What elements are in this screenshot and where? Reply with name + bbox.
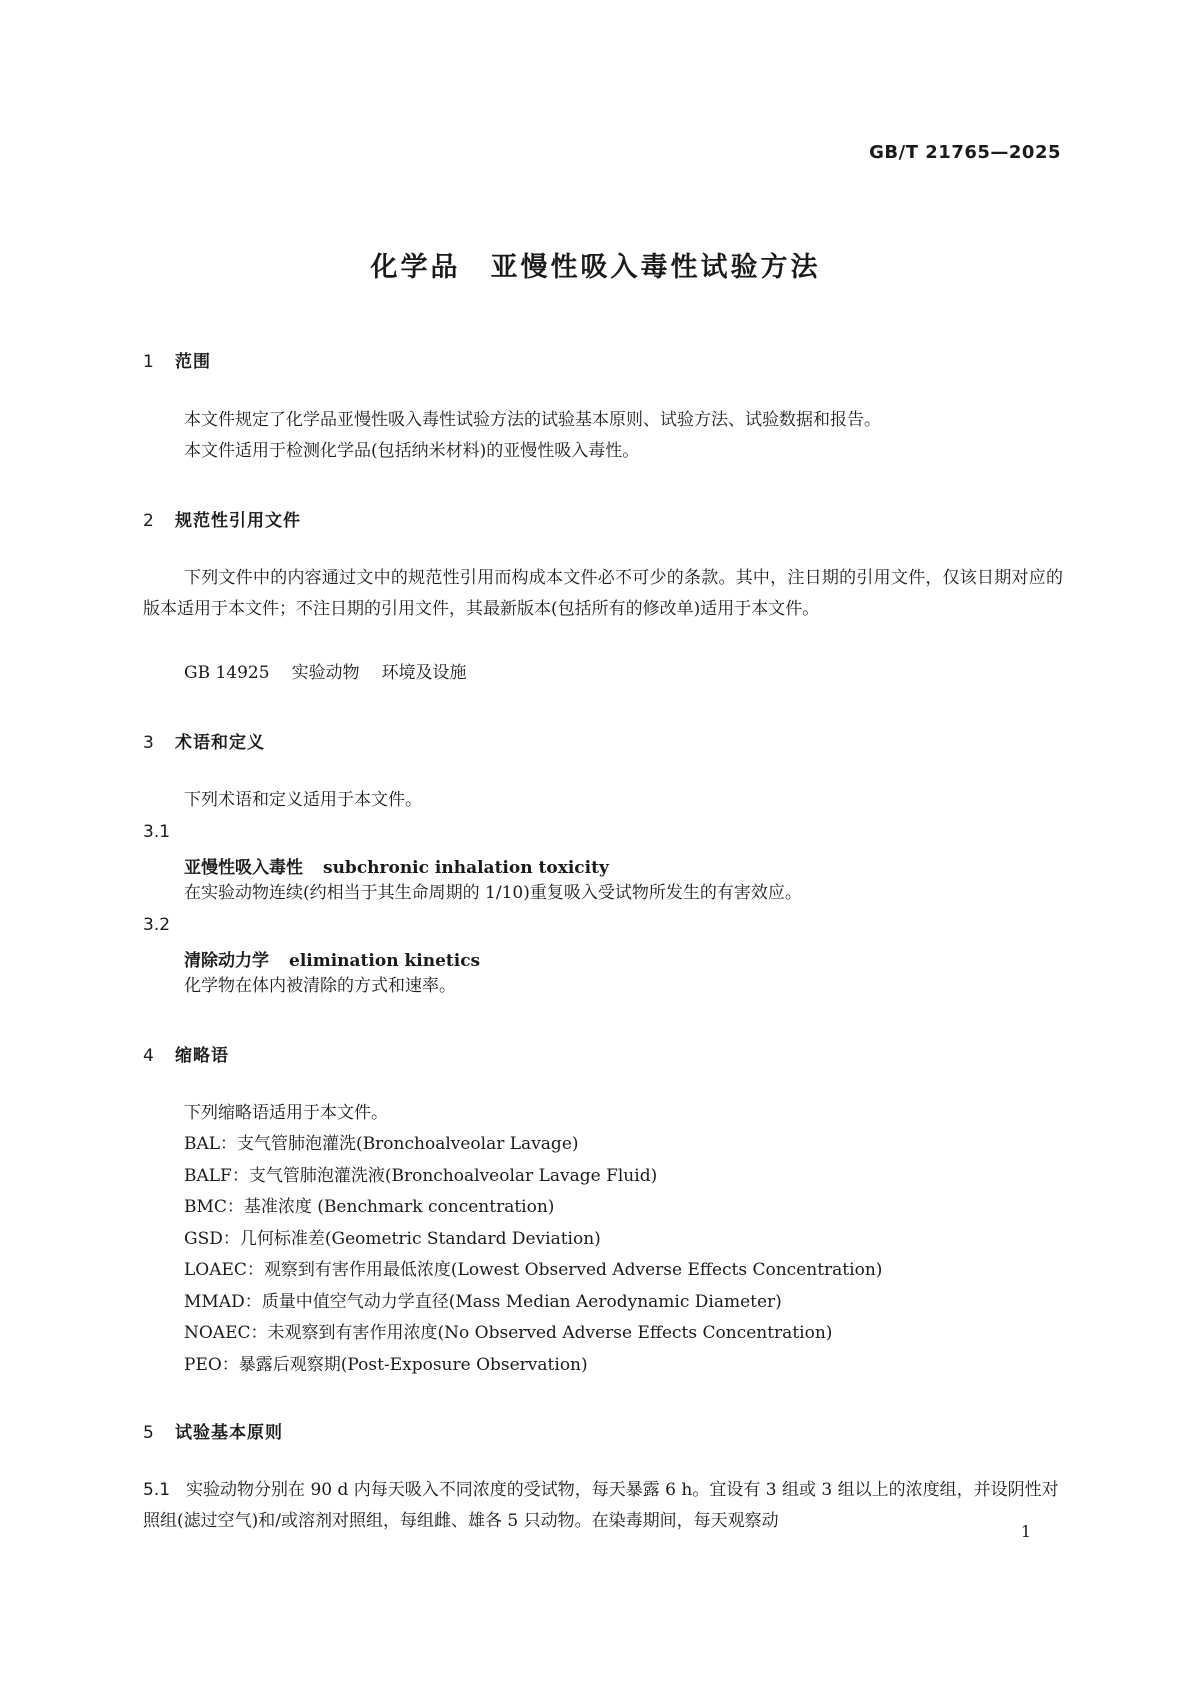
abbreviation-item: BAL：支气管肺泡灌洗(Bronchoalveolar Lavage) bbox=[184, 1134, 579, 1154]
reference-code: GB 14925 bbox=[184, 663, 270, 683]
document-title: 化学品 亚慢性吸入毒性试验方法 bbox=[370, 252, 821, 283]
section-title: 范围 bbox=[175, 352, 211, 372]
term-english: elimination kinetics bbox=[289, 951, 481, 971]
standard-number: GB/T 21765—2025 bbox=[869, 142, 1061, 163]
abbreviation-item: GSD：几何标准差(Geometric Standard Deviation) bbox=[184, 1228, 601, 1249]
clause-text: 实验动物分别在 90 d 内每天吸入不同浓度的受试物，每天暴露 6 h。宜设有 3 组或 3 组以上的浓度组，并设阴性对照组(滤过空气)和/或溶剂对照组，每组雌、雄各 5 只动物。在染毒期间，每天观察动 bbox=[143, 1480, 1059, 1531]
section-title: 规范性引用文件 bbox=[175, 511, 301, 531]
term-english: subchronic inhalation toxicity bbox=[323, 858, 609, 878]
section-number: 4 bbox=[143, 1046, 155, 1066]
abbreviation-item: NOAEC：未观察到有害作用浓度(No Observed Adverse Effects Concentration) bbox=[184, 1323, 833, 1343]
section-number: 5 bbox=[143, 1423, 155, 1443]
reference-name-part-2: 环境及设施 bbox=[381, 663, 467, 683]
abbreviation-item: PEO：暴露后观察期(Post-Exposure Observation) bbox=[184, 1354, 588, 1375]
section-4-heading bbox=[143, 1041, 229, 1066]
scope-paragraph-1: 本文件规定了化学品亚慢性吸入毒性试验方法的试验基本原则、试验方法、试验数据和报告。 bbox=[184, 410, 881, 430]
abbreviation-list bbox=[184, 1129, 882, 1381]
scope-paragraph-2: 本文件适用于检测化学品(包括纳米材料)的亚慢性吸入毒性。 bbox=[184, 441, 640, 461]
clause-5-1 bbox=[143, 1475, 1063, 1537]
section-1-heading bbox=[143, 347, 211, 372]
term-chinese: 清除动力学 bbox=[184, 951, 269, 971]
section-number: 1 bbox=[143, 352, 155, 372]
term-definition: 化学物在体内被清除的方式和速率。 bbox=[184, 976, 456, 996]
clause-number: 5.1 bbox=[143, 1480, 171, 1500]
term-number: 3.2 bbox=[143, 915, 171, 935]
term-number: 3.1 bbox=[143, 822, 171, 842]
abbreviation-item: BALF：支气管肺泡灌洗液(Bronchoalveolar Lavage Fluid) bbox=[184, 1165, 658, 1186]
abbreviation-item: LOAEC：观察到有害作用最低浓度(Lowest Observed Adverse Effects Concentration) bbox=[184, 1260, 883, 1280]
section-number: 3 bbox=[143, 733, 155, 753]
section-3-heading bbox=[143, 728, 265, 753]
page-number: 1 bbox=[1020, 1522, 1031, 1541]
section-title: 试验基本原则 bbox=[175, 1423, 283, 1443]
section-title: 缩略语 bbox=[175, 1046, 229, 1066]
term-chinese: 亚慢性吸入毒性 bbox=[184, 858, 303, 878]
abbreviations-intro: 下列缩略语适用于本文件。 bbox=[184, 1103, 388, 1123]
terms-intro: 下列术语和定义适用于本文件。 bbox=[184, 790, 422, 810]
abbreviation-item: MMAD：质量中值空气动力学直径(Mass Median Aerodynamic Diameter) bbox=[184, 1291, 782, 1312]
term-entry bbox=[184, 853, 609, 878]
section-number: 2 bbox=[143, 511, 155, 531]
section-title: 术语和定义 bbox=[175, 733, 265, 753]
normative-references-intro: 下列文件中的内容通过文中的规范性引用而构成本文件必不可少的条款。其中，注日期的引用文件，仅该日期对应的版本适用于本文件；不注日期的引用文件，其最新版本(包括所有的修改单)适用于本文件。 bbox=[143, 568, 1063, 619]
term-definition: 在实验动物连续(约相当于其生命周期的 1/10)重复吸入受试物所发生的有害效应。 bbox=[184, 883, 802, 903]
reference-name-part-1: 实验动物 bbox=[291, 663, 360, 683]
abbreviation-item: BMC：基准浓度 (Benchmark concentration) bbox=[184, 1197, 555, 1217]
term-entry bbox=[184, 946, 480, 971]
reference-entry bbox=[184, 658, 467, 689]
section-2-heading bbox=[143, 506, 301, 531]
section-5-heading bbox=[143, 1418, 283, 1443]
